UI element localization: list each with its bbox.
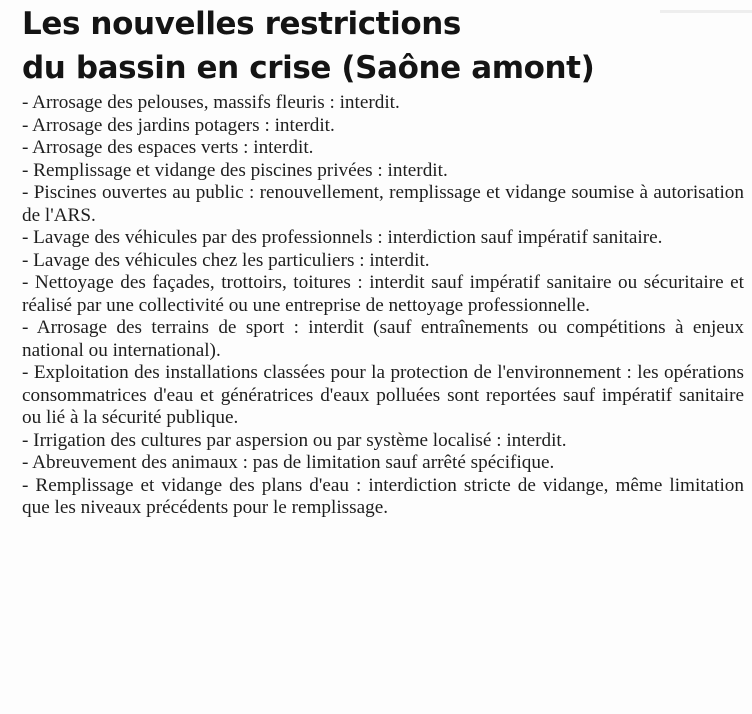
article-title xyxy=(22,2,594,90)
list-item: - Arrosage des pelouses, massifs fleuris : interdit. xyxy=(22,92,400,113)
page-edge-mark xyxy=(660,10,752,13)
restrictions-list xyxy=(22,92,744,520)
list-item: - Exploitation des installations classées pour la protection de l'environnement : les opérations consommatrices d'eau et génératrices d'eaux polluées sont reportées sauf impératif sanitaire ou lié à la sécurité publique. xyxy=(22,362,744,428)
article-title-line-1: Les nouvelles restrictions xyxy=(22,6,461,42)
list-item: - Arrosage des jardins potagers : interdit. xyxy=(22,114,335,136)
list-item: - Remplissage et vidange des piscines privées : interdit. xyxy=(22,159,448,181)
list-item: - Abreuvement des animaux : pas de limitation sauf arrêté spécifique. xyxy=(22,452,555,473)
list-item: - Irrigation des cultures par aspersion ou par système localisé : interdit. xyxy=(22,429,567,451)
article-title-line-2: du bassin en crise (Saône amont) xyxy=(22,50,595,86)
list-item: - Nettoyage des façades, trottoirs, toitures : interdit sauf impératif sanitaire ou sécuritaire et réalisé par une collectivité ou une entreprise de nettoyage professionnelle. xyxy=(22,272,744,316)
list-item: - Remplissage et vidange des plans d'eau : interdiction stricte de vidange, même limitation que les niveaux précédents pour le remplissage. xyxy=(22,474,744,518)
list-item: - Arrosage des terrains de sport : interdit (sauf entraînements ou compétitions à enjeux national ou international). xyxy=(22,317,744,361)
list-item: - Lavage des véhicules par des professionnels : interdiction sauf impératif sanitaire. xyxy=(22,227,663,248)
list-item: - Lavage des véhicules chez les particuliers : interdit. xyxy=(22,249,430,271)
list-item: - Arrosage des espaces verts : interdit. xyxy=(22,137,314,158)
list-item: - Piscines ouvertes au public : renouvellement, remplissage et vidange soumise à autorisation de l'ARS. xyxy=(22,182,744,226)
